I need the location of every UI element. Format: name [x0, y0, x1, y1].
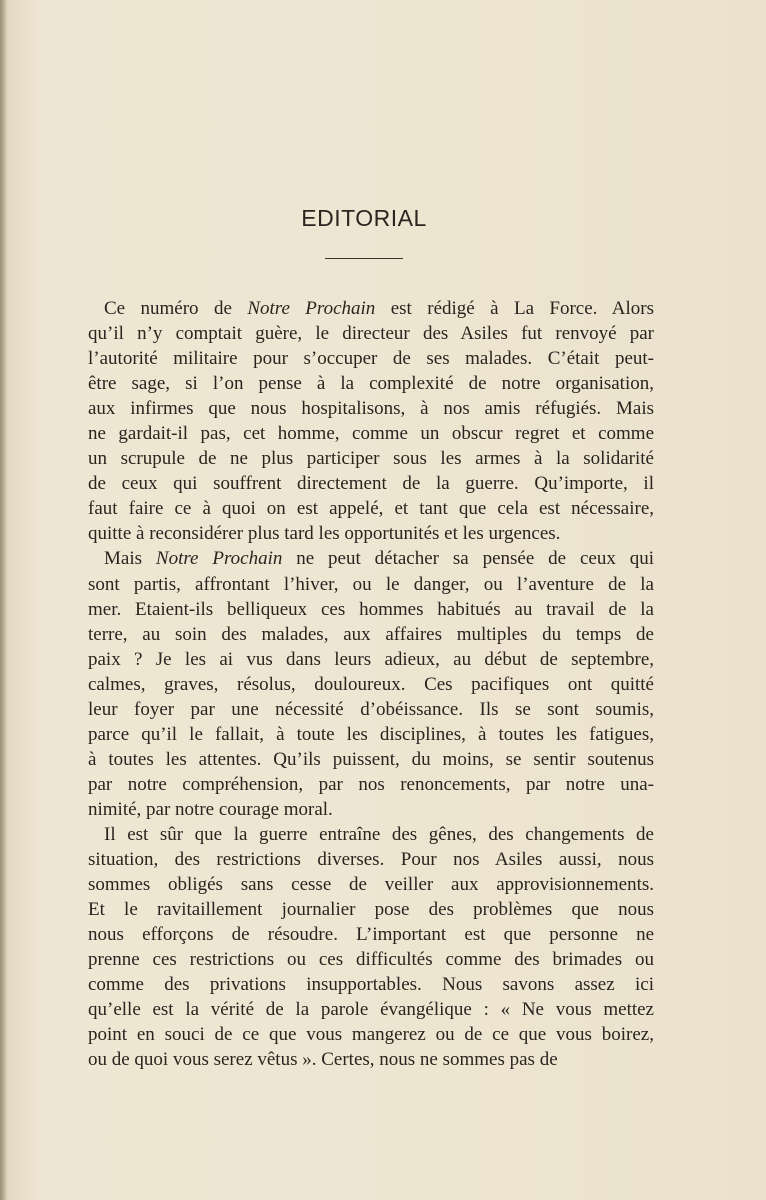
text-segment: prenne ces restrictions ou ces difficultés comme des brimades ou	[88, 949, 654, 971]
text-segment: terre, au soin des malades, aux affaires multiples du temps de	[88, 623, 654, 645]
text-line	[88, 371, 654, 396]
text-line	[88, 321, 654, 346]
text-line	[88, 446, 654, 471]
text-segment: Ce numéro de	[104, 298, 248, 319]
text-segment: situation, des restrictions diverses. Pour nos Asiles aussi, nous	[88, 849, 654, 871]
text-segment: calmes, graves, résolus, douloureux. Ces pacifiques ont quitté	[88, 673, 654, 695]
text-line	[88, 997, 654, 1022]
text-segment: Il est sûr que la guerre entraîne des gênes, des changements de	[104, 823, 654, 845]
text-line	[88, 396, 654, 421]
text-line	[88, 496, 654, 521]
text-segment: l’autorité militaire pour s’occuper de ses malades. C’était peut-	[88, 348, 654, 370]
text-segment: un scrupule de ne plus participer sous les armes à la solidarité	[88, 448, 654, 470]
text-line	[88, 421, 654, 446]
text-segment: quitte à reconsidérer plus tard les opportunités et les urgences.	[88, 523, 561, 545]
article-body	[88, 296, 654, 1072]
text-segment: ne gardait-il pas, cet homme, comme un obscur regret et comme	[88, 423, 654, 445]
text-line	[88, 1022, 654, 1047]
text-segment: par notre compréhension, par nos renoncements, par notre una-	[88, 773, 654, 795]
text-segment: comme des privations insupportables. Nous savons assez ici	[88, 974, 654, 996]
title-rule	[325, 258, 403, 259]
italic-segment: Notre Prochain	[247, 298, 376, 319]
text-line	[88, 521, 654, 546]
text-segment: point en souci de ce que vous mangerez ou de ce que vous boirez,	[88, 1024, 654, 1046]
text-line	[88, 747, 654, 772]
text-line	[88, 922, 654, 947]
text-line	[88, 471, 654, 496]
text-segment: faut faire ce à quoi on est appelé, et tant que cela est nécessaire,	[88, 498, 654, 520]
italic-segment: Notre Prochain	[155, 548, 283, 570]
text-segment: sommes obligés sans cesse de veiller aux approvisionnements.	[88, 874, 654, 896]
text-segment: qu’elle est la vérité de la parole évangélique : « Ne vous mettez	[88, 999, 654, 1021]
text-segment: nous efforçons de résoudre. L’important est que personne ne	[88, 924, 654, 946]
text-line	[88, 822, 654, 847]
text-line	[88, 847, 654, 872]
text-line	[88, 622, 654, 647]
text-segment: qu’il n’y comptait guère, le directeur des Asiles fut renvoyé par	[88, 323, 654, 345]
text-line	[88, 597, 654, 622]
text-line	[88, 872, 654, 897]
text-segment: mer. Etaient-ils belliqueux ces hommes habitués au travail de la	[88, 598, 654, 620]
text-segment: Mais	[104, 548, 156, 570]
text-segment: parce qu’il le fallait, à toute les disciplines, à toutes les fatigues,	[88, 723, 654, 745]
page-title: EDITORIAL	[301, 205, 427, 231]
text-segment: aux infirmes que nous hospitalisons, à nos amis réfugiés. Mais	[88, 398, 654, 420]
text-line	[88, 972, 654, 997]
text-line	[88, 1047, 654, 1072]
text-line	[88, 296, 654, 321]
text-segment: sont partis, affrontant l’hiver, ou le danger, ou l’aventure de la	[88, 573, 654, 595]
text-segment: paix ? Je les ai vus dans leurs adieux, au début de septembre,	[88, 648, 654, 670]
text-segment: à toutes les attentes. Qu’ils puissent, du moins, se sentir soutenus	[88, 748, 654, 770]
text-line	[88, 722, 654, 747]
text-line	[88, 546, 654, 571]
text-line	[88, 572, 654, 597]
text-line	[88, 697, 654, 722]
text-line	[88, 672, 654, 697]
text-segment: de ceux qui souffrent directement de la guerre. Qu’importe, il	[88, 473, 654, 495]
text-segment: être sage, si l’on pense à la complexité de notre organisation,	[88, 373, 654, 395]
text-line	[88, 797, 654, 822]
text-segment: leur foyer par une nécessité d’obéissance. Ils se sont soumis,	[88, 698, 654, 720]
text-line	[88, 772, 654, 797]
text-line	[88, 897, 654, 922]
text-segment: est rédigé à La Force. Alors	[375, 298, 655, 319]
text-line	[88, 647, 654, 672]
page-spine-shadow	[0, 0, 6, 1200]
text-segment: ou de quoi vous serez vêtus ». Certes, nous ne sommes pas de	[88, 1049, 558, 1071]
text-line	[88, 346, 654, 371]
text-segment: nimité, par notre courage moral.	[88, 798, 333, 820]
text-segment: ne peut détacher sa pensée de ceux qui	[282, 548, 654, 570]
text-segment: Et le ravitaillement journalier pose des problèmes que nous	[88, 899, 654, 921]
text-line	[88, 947, 654, 972]
